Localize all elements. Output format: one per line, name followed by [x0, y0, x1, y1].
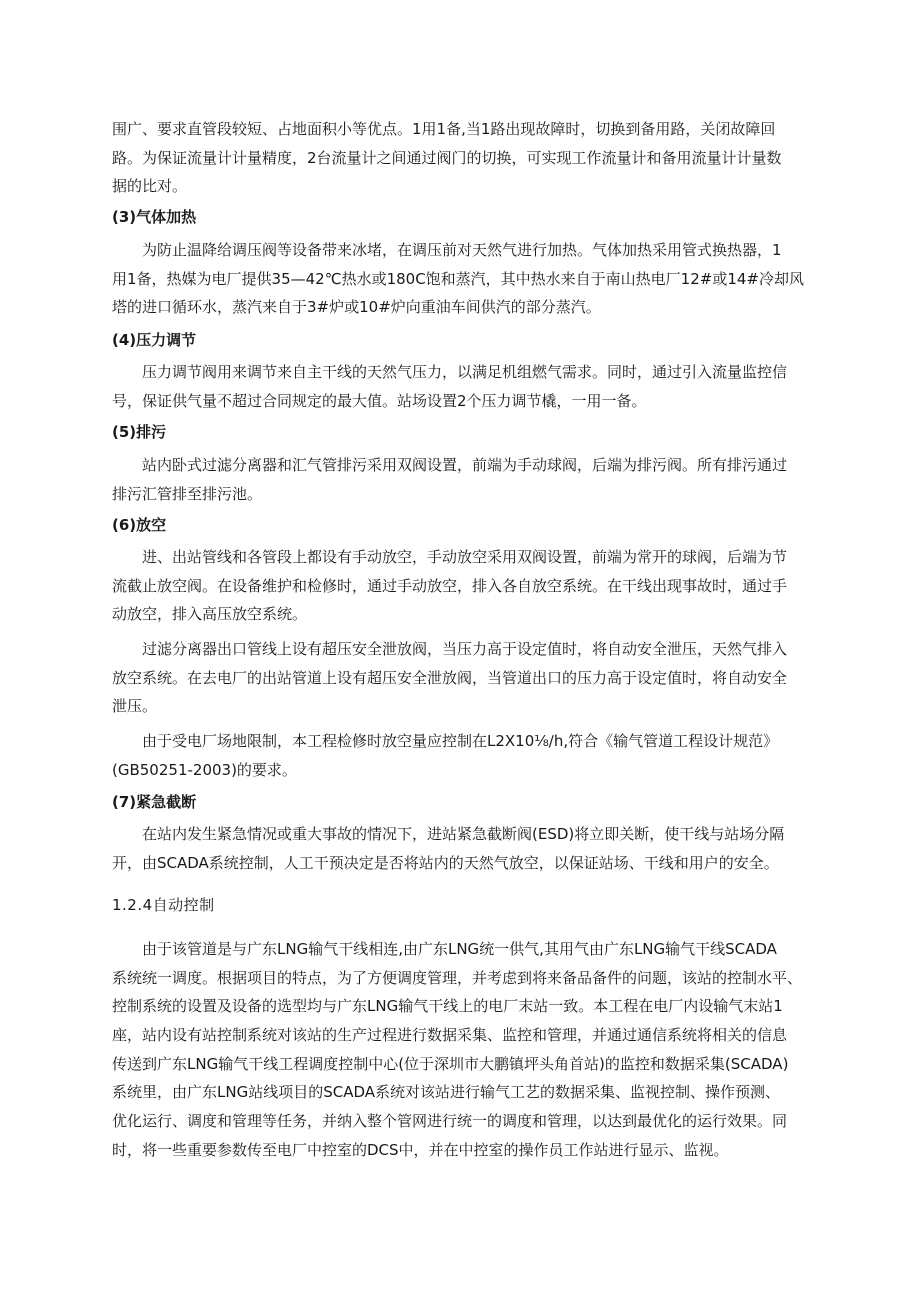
heading-venting: (6)放空 [112, 516, 167, 534]
text-line: 优化运行、调度和管理等任务，并纳入整个管网进行统一的调度和管理，以达到最优化的运行效果。同 [112, 1112, 788, 1131]
text-line: 时，将一些重要参数传至电厂中控室的DCS中，并在中控室的操作员工作站进行显示、监视。 [112, 1140, 729, 1159]
text-line: 用1备，热媒为电厂提供35—42℃热水或180C饱和蒸汽，其中热水来自于南山热电厂12#或14#冷却风 [112, 269, 804, 288]
paragraph-gas-heating [112, 236, 812, 322]
text-line: 在站内发生紧急情况或重大事故的情况下，进站紧急截断阀(ESD)将立即关断，使干线与站场分隔 [142, 825, 785, 843]
text-line: 由于受电厂场地限制，本工程检修时放空量应控制在L2X10⅛∕h,符合《输气管道工程设计规范》 [142, 732, 779, 750]
heading-gas-heating: (3)气体加热 [112, 208, 197, 226]
text-line: 号，保证供气量不超过合同规定的最大值。站场设置2个压力调节橇，一用一备。 [112, 391, 647, 410]
text-line: (GB50251-2003)的要求。 [112, 760, 297, 779]
text-line: 由于该管道是与广东LNG输气干线相连,由广东LNG统一供气,其用气由广东LNG输气干线SCADA [142, 940, 777, 958]
text-line: 为防止温降给调压阀等设备带来冰堵，在调压前对天然气进行加热。气体加热采用管式换热器，1 [142, 241, 782, 259]
text-line: 排污汇管排至排污池。 [112, 484, 263, 503]
text-line: 据的比对。 [112, 177, 188, 196]
text-line: 围广、要求直管段较短、占地面积小等优点。1用1备,当1路出现故障时，切换到备用路，关闭故障回 [112, 120, 776, 138]
paragraph-emergency-shutoff [112, 820, 812, 877]
text-line: 开，由SCADA系统控制，人工干预决定是否将站内的天然气放空，以保证站场、干线和用户的安全。 [112, 853, 779, 872]
text-line: 过滤分离器出口管线上设有超压安全泄放阀，当压力高于设定值时，将自动安全泄压，天然气排入 [142, 640, 788, 658]
paragraph-drainage [112, 451, 812, 508]
text-line: 放空系统。在去电厂的出站管道上设有超压安全泄放阀，当管道出口的压力高于设定值时，将自动安全 [112, 668, 788, 687]
text-line: 压力调节阀用来调节来自主干线的天然气压力，以满足机组燃气需求。同时，通过引入流量监控信 [142, 363, 788, 381]
text-line: 塔的进口循环水，蒸汽来自于3#炉或10#炉向重油车间供汽的部分蒸汽。 [112, 298, 601, 317]
text-line: 系统里，由广东LNG站线项目的SCADA系统对该站进行输气工艺的数据采集、监视控制、操作预测、 [112, 1083, 781, 1102]
heading-drainage: (5)排污 [112, 423, 167, 441]
text-line: 流截止放空阀。在设备维护和检修时，通过手动放空，排入各自放空系统。在干线出现事故时，通过手 [112, 576, 788, 595]
text-line: 路。为保证流量计计量精度，2台流量计之间通过阀门的切换，可实现工作流量计和备用流量计计量数 [112, 148, 782, 167]
text-line: 控制系统的设置及设备的选型均与广东LNG输气干线上的电厂末站一致。本工程在电厂内设输气末站1 [112, 997, 783, 1016]
text-line: 进、出站管线和各管段上都设有手动放空，手动放空采用双阀设置，前端为常开的球阀，后端为节 [142, 548, 788, 566]
text-line: 动放空，排入高压放空系统。 [112, 605, 308, 624]
section-heading-auto-control: 1.2.4自动控制 [112, 896, 215, 914]
paragraph-metering [112, 115, 812, 201]
paragraph-auto-control [112, 935, 812, 1165]
paragraph-venting-3 [112, 727, 812, 784]
text-line: 泄压。 [112, 697, 158, 716]
text-line: 座，站内设有站控制系统对该站的生产过程进行数据采集、监控和管理，并通过通信系统将相关的信息 [112, 1026, 788, 1045]
text-line: 传送到广东LNG输气干线工程调度控制中心(位于深圳市大鹏镇坪头角首站)的监控和数据采集(SCADA) [112, 1054, 789, 1073]
paragraph-pressure-regulation [112, 358, 812, 415]
paragraph-venting-1 [112, 543, 812, 629]
paragraph-venting-2 [112, 635, 812, 721]
heading-emergency-shutoff: (7)紧急截断 [112, 793, 197, 811]
text-line: 站内卧式过滤分离器和汇气管排污采用双阀设置，前端为手动球阀，后端为排污阀。所有排污通过 [142, 456, 788, 474]
heading-pressure-regulation: (4)压力调节 [112, 331, 197, 349]
text-line: 系统统一调度。根据项目的特点，为了方便调度管理，并考虑到将来备品备件的问题，该站的控制水平、 [112, 968, 803, 987]
